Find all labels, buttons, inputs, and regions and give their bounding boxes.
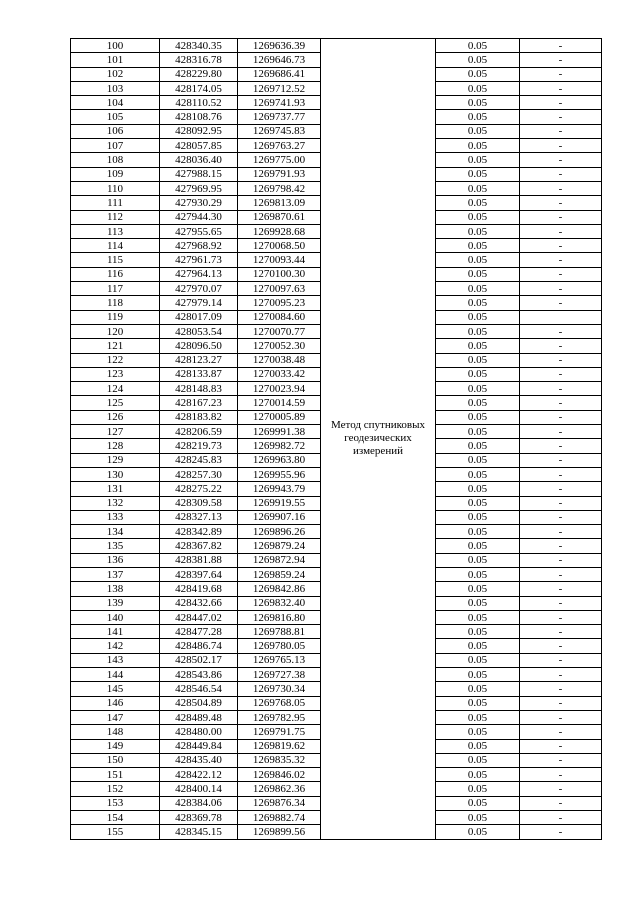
point-number-cell: 111 — [71, 196, 160, 210]
accuracy-cell: 0.05 — [436, 610, 520, 624]
point-number-cell: 116 — [71, 267, 160, 281]
note-cell: - — [520, 796, 602, 810]
point-number-cell: 128 — [71, 439, 160, 453]
y-coordinate-cell: 1269791.75 — [238, 725, 321, 739]
accuracy-cell: 0.05 — [436, 539, 520, 553]
y-coordinate-cell: 1269982.72 — [238, 439, 321, 453]
accuracy-cell: 0.05 — [436, 567, 520, 581]
point-number-cell: 124 — [71, 382, 160, 396]
note-cell: - — [520, 739, 602, 753]
point-number-cell: 146 — [71, 696, 160, 710]
x-coordinate-cell: 427955.65 — [160, 224, 238, 238]
x-coordinate-cell: 428480.00 — [160, 725, 238, 739]
accuracy-cell: 0.05 — [436, 467, 520, 481]
accuracy-cell: 0.05 — [436, 682, 520, 696]
y-coordinate-cell: 1269763.27 — [238, 139, 321, 153]
x-coordinate-cell: 428342.89 — [160, 525, 238, 539]
note-cell: - — [520, 181, 602, 195]
y-coordinate-cell: 1270033.42 — [238, 367, 321, 381]
y-coordinate-cell: 1269737.77 — [238, 110, 321, 124]
x-coordinate-cell: 427964.13 — [160, 267, 238, 281]
y-coordinate-cell: 1269943.79 — [238, 482, 321, 496]
note-cell: - — [520, 367, 602, 381]
accuracy-cell: 0.05 — [436, 496, 520, 510]
accuracy-cell: 0.05 — [436, 81, 520, 95]
accuracy-cell: 0.05 — [436, 53, 520, 67]
y-coordinate-cell: 1269955.96 — [238, 467, 321, 481]
note-cell: - — [520, 110, 602, 124]
x-coordinate-cell: 428384.06 — [160, 796, 238, 810]
accuracy-cell: 0.05 — [436, 267, 520, 281]
x-coordinate-cell: 428183.82 — [160, 410, 238, 424]
y-coordinate-cell: 1269712.52 — [238, 81, 321, 95]
y-coordinate-cell: 1269636.39 — [238, 39, 321, 53]
y-coordinate-cell: 1269745.83 — [238, 124, 321, 138]
x-coordinate-cell: 428257.30 — [160, 467, 238, 481]
point-number-cell: 108 — [71, 153, 160, 167]
x-coordinate-cell: 428381.88 — [160, 553, 238, 567]
accuracy-cell: 0.05 — [436, 296, 520, 310]
y-coordinate-cell: 1269791.93 — [238, 167, 321, 181]
x-coordinate-cell: 428110.52 — [160, 96, 238, 110]
accuracy-cell: 0.05 — [436, 367, 520, 381]
x-coordinate-cell: 428327.13 — [160, 510, 238, 524]
x-coordinate-cell: 428036.40 — [160, 153, 238, 167]
point-number-cell: 120 — [71, 324, 160, 338]
accuracy-cell: 0.05 — [436, 39, 520, 53]
point-number-cell: 140 — [71, 610, 160, 624]
accuracy-cell: 0.05 — [436, 582, 520, 596]
note-cell: - — [520, 324, 602, 338]
accuracy-cell: 0.05 — [436, 625, 520, 639]
note-cell: - — [520, 396, 602, 410]
note-cell: - — [520, 239, 602, 253]
y-coordinate-cell: 1270070.77 — [238, 324, 321, 338]
x-coordinate-cell: 428489.48 — [160, 710, 238, 724]
point-number-cell: 106 — [71, 124, 160, 138]
y-coordinate-cell: 1270097.63 — [238, 282, 321, 296]
point-number-cell: 105 — [71, 110, 160, 124]
accuracy-cell: 0.05 — [436, 796, 520, 810]
accuracy-cell: 0.05 — [436, 768, 520, 782]
x-coordinate-cell: 428340.35 — [160, 39, 238, 53]
note-cell: - — [520, 167, 602, 181]
accuracy-cell: 0.05 — [436, 482, 520, 496]
y-coordinate-cell: 1270052.30 — [238, 339, 321, 353]
accuracy-cell: 0.05 — [436, 67, 520, 81]
y-coordinate-cell: 1269782.95 — [238, 710, 321, 724]
x-coordinate-cell: 427979.14 — [160, 296, 238, 310]
point-number-cell: 113 — [71, 224, 160, 238]
note-cell: - — [520, 425, 602, 439]
x-coordinate-cell: 427968.92 — [160, 239, 238, 253]
accuracy-cell: 0.05 — [436, 453, 520, 467]
note-cell: - — [520, 353, 602, 367]
y-coordinate-cell: 1269859.24 — [238, 567, 321, 581]
accuracy-cell: 0.05 — [436, 439, 520, 453]
x-coordinate-cell: 427944.30 — [160, 210, 238, 224]
accuracy-cell: 0.05 — [436, 725, 520, 739]
x-coordinate-cell: 428309.58 — [160, 496, 238, 510]
x-coordinate-cell: 428432.66 — [160, 596, 238, 610]
point-number-cell: 151 — [71, 768, 160, 782]
point-number-cell: 110 — [71, 181, 160, 195]
accuracy-cell: 0.05 — [436, 753, 520, 767]
point-number-cell: 136 — [71, 553, 160, 567]
x-coordinate-cell: 427988.15 — [160, 167, 238, 181]
coordinates-table-body — [71, 39, 602, 840]
y-coordinate-cell: 1269646.73 — [238, 53, 321, 67]
point-number-cell: 121 — [71, 339, 160, 353]
y-coordinate-cell: 1270084.60 — [238, 310, 321, 324]
point-number-cell: 133 — [71, 510, 160, 524]
accuracy-cell: 0.05 — [436, 811, 520, 825]
point-number-cell: 147 — [71, 710, 160, 724]
y-coordinate-cell: 1270093.44 — [238, 253, 321, 267]
y-coordinate-cell: 1269862.36 — [238, 782, 321, 796]
point-number-cell: 114 — [71, 239, 160, 253]
point-number-cell: 112 — [71, 210, 160, 224]
point-number-cell: 101 — [71, 53, 160, 67]
note-cell: - — [520, 339, 602, 353]
x-coordinate-cell: 428108.76 — [160, 110, 238, 124]
point-number-cell: 118 — [71, 296, 160, 310]
x-coordinate-cell: 428477.28 — [160, 625, 238, 639]
note-cell: - — [520, 725, 602, 739]
accuracy-cell: 0.05 — [436, 825, 520, 839]
x-coordinate-cell: 427970.07 — [160, 282, 238, 296]
y-coordinate-cell: 1269899.56 — [238, 825, 321, 839]
point-number-cell: 117 — [71, 282, 160, 296]
note-cell: - — [520, 553, 602, 567]
y-coordinate-cell: 1269788.81 — [238, 625, 321, 639]
note-cell: - — [520, 482, 602, 496]
y-coordinate-cell: 1269870.61 — [238, 210, 321, 224]
accuracy-cell: 0.05 — [436, 310, 520, 324]
accuracy-cell: 0.05 — [436, 153, 520, 167]
accuracy-cell: 0.05 — [436, 167, 520, 181]
point-number-cell: 103 — [71, 81, 160, 95]
point-number-cell: 155 — [71, 825, 160, 839]
note-cell — [520, 310, 602, 324]
y-coordinate-cell: 1269842.86 — [238, 582, 321, 596]
x-coordinate-cell: 428133.87 — [160, 367, 238, 381]
point-number-cell: 150 — [71, 753, 160, 767]
note-cell: - — [520, 825, 602, 839]
x-coordinate-cell: 428502.17 — [160, 653, 238, 667]
table-row — [71, 39, 602, 53]
coordinates-table — [70, 38, 602, 840]
note-cell: - — [520, 596, 602, 610]
point-number-cell: 131 — [71, 482, 160, 496]
note-cell: - — [520, 625, 602, 639]
accuracy-cell: 0.05 — [436, 253, 520, 267]
x-coordinate-cell: 428449.84 — [160, 739, 238, 753]
point-number-cell: 138 — [71, 582, 160, 596]
point-number-cell: 123 — [71, 367, 160, 381]
x-coordinate-cell: 428148.83 — [160, 382, 238, 396]
accuracy-cell: 0.05 — [436, 181, 520, 195]
x-coordinate-cell: 428229.80 — [160, 67, 238, 81]
accuracy-cell: 0.05 — [436, 110, 520, 124]
accuracy-cell: 0.05 — [436, 239, 520, 253]
y-coordinate-cell: 1269686.41 — [238, 67, 321, 81]
note-cell: - — [520, 382, 602, 396]
y-coordinate-cell: 1269765.13 — [238, 653, 321, 667]
x-coordinate-cell: 428167.23 — [160, 396, 238, 410]
x-coordinate-cell: 428504.89 — [160, 696, 238, 710]
y-coordinate-cell: 1269882.74 — [238, 811, 321, 825]
point-number-cell: 127 — [71, 425, 160, 439]
note-cell: - — [520, 782, 602, 796]
y-coordinate-cell: 1269846.02 — [238, 768, 321, 782]
point-number-cell: 143 — [71, 653, 160, 667]
x-coordinate-cell: 427969.95 — [160, 181, 238, 195]
note-cell: - — [520, 682, 602, 696]
point-number-cell: 132 — [71, 496, 160, 510]
point-number-cell: 115 — [71, 253, 160, 267]
y-coordinate-cell: 1269768.05 — [238, 696, 321, 710]
note-cell: - — [520, 296, 602, 310]
x-coordinate-cell: 428219.73 — [160, 439, 238, 453]
x-coordinate-cell: 428486.74 — [160, 639, 238, 653]
point-number-cell: 141 — [71, 625, 160, 639]
accuracy-cell: 0.05 — [436, 210, 520, 224]
y-coordinate-cell: 1269835.32 — [238, 753, 321, 767]
note-cell: - — [520, 124, 602, 138]
point-number-cell: 122 — [71, 353, 160, 367]
y-coordinate-cell: 1269819.62 — [238, 739, 321, 753]
y-coordinate-cell: 1269928.68 — [238, 224, 321, 238]
y-coordinate-cell: 1269727.38 — [238, 668, 321, 682]
point-number-cell: 148 — [71, 725, 160, 739]
note-cell: - — [520, 539, 602, 553]
accuracy-cell: 0.05 — [436, 382, 520, 396]
y-coordinate-cell: 1269775.00 — [238, 153, 321, 167]
note-cell: - — [520, 496, 602, 510]
x-coordinate-cell: 428174.05 — [160, 81, 238, 95]
y-coordinate-cell: 1269816.80 — [238, 610, 321, 624]
accuracy-cell: 0.05 — [436, 96, 520, 110]
y-coordinate-cell: 1269741.93 — [238, 96, 321, 110]
accuracy-cell: 0.05 — [436, 324, 520, 338]
y-coordinate-cell: 1269876.34 — [238, 796, 321, 810]
x-coordinate-cell: 427961.73 — [160, 253, 238, 267]
y-coordinate-cell: 1270068.50 — [238, 239, 321, 253]
x-coordinate-cell: 428057.85 — [160, 139, 238, 153]
note-cell: - — [520, 224, 602, 238]
point-number-cell: 139 — [71, 596, 160, 610]
note-cell: - — [520, 610, 602, 624]
x-coordinate-cell: 427930.29 — [160, 196, 238, 210]
note-cell: - — [520, 811, 602, 825]
accuracy-cell: 0.05 — [436, 139, 520, 153]
note-cell: - — [520, 267, 602, 281]
accuracy-cell: 0.05 — [436, 596, 520, 610]
x-coordinate-cell: 428397.64 — [160, 567, 238, 581]
point-number-cell: 130 — [71, 467, 160, 481]
point-number-cell: 104 — [71, 96, 160, 110]
note-cell: - — [520, 768, 602, 782]
x-coordinate-cell: 428316.78 — [160, 53, 238, 67]
y-coordinate-cell: 1269919.55 — [238, 496, 321, 510]
x-coordinate-cell: 428345.15 — [160, 825, 238, 839]
note-cell: - — [520, 668, 602, 682]
note-cell: - — [520, 753, 602, 767]
y-coordinate-cell: 1269813.09 — [238, 196, 321, 210]
point-number-cell: 109 — [71, 167, 160, 181]
point-number-cell: 100 — [71, 39, 160, 53]
y-coordinate-cell: 1270095.23 — [238, 296, 321, 310]
method-cell: Метод спутниковых геодезических измерений — [321, 39, 436, 840]
note-cell: - — [520, 153, 602, 167]
y-coordinate-cell: 1269832.40 — [238, 596, 321, 610]
x-coordinate-cell: 428546.54 — [160, 682, 238, 696]
point-number-cell: 144 — [71, 668, 160, 682]
x-coordinate-cell: 428206.59 — [160, 425, 238, 439]
note-cell: - — [520, 282, 602, 296]
point-number-cell: 153 — [71, 796, 160, 810]
x-coordinate-cell: 428422.12 — [160, 768, 238, 782]
accuracy-cell: 0.05 — [436, 553, 520, 567]
point-number-cell: 125 — [71, 396, 160, 410]
x-coordinate-cell: 428367.82 — [160, 539, 238, 553]
accuracy-cell: 0.05 — [436, 224, 520, 238]
y-coordinate-cell: 1269780.05 — [238, 639, 321, 653]
accuracy-cell: 0.05 — [436, 124, 520, 138]
y-coordinate-cell: 1269896.26 — [238, 525, 321, 539]
note-cell: - — [520, 81, 602, 95]
y-coordinate-cell: 1270005.89 — [238, 410, 321, 424]
point-number-cell: 137 — [71, 567, 160, 581]
note-cell: - — [520, 410, 602, 424]
x-coordinate-cell: 428543.86 — [160, 668, 238, 682]
y-coordinate-cell: 1269798.42 — [238, 181, 321, 195]
note-cell: - — [520, 96, 602, 110]
note-cell: - — [520, 567, 602, 581]
point-number-cell: 134 — [71, 525, 160, 539]
point-number-cell: 142 — [71, 639, 160, 653]
accuracy-cell: 0.05 — [436, 696, 520, 710]
x-coordinate-cell: 428275.22 — [160, 482, 238, 496]
x-coordinate-cell: 428123.27 — [160, 353, 238, 367]
point-number-cell: 154 — [71, 811, 160, 825]
x-coordinate-cell: 428400.14 — [160, 782, 238, 796]
accuracy-cell: 0.05 — [436, 668, 520, 682]
accuracy-cell: 0.05 — [436, 353, 520, 367]
accuracy-cell: 0.05 — [436, 510, 520, 524]
y-coordinate-cell: 1269879.24 — [238, 539, 321, 553]
note-cell: - — [520, 253, 602, 267]
accuracy-cell: 0.05 — [436, 425, 520, 439]
y-coordinate-cell: 1270038.48 — [238, 353, 321, 367]
point-number-cell: 119 — [71, 310, 160, 324]
accuracy-cell: 0.05 — [436, 739, 520, 753]
note-cell: - — [520, 582, 602, 596]
note-cell: - — [520, 653, 602, 667]
note-cell: - — [520, 639, 602, 653]
y-coordinate-cell: 1269907.16 — [238, 510, 321, 524]
accuracy-cell: 0.05 — [436, 282, 520, 296]
note-cell: - — [520, 439, 602, 453]
note-cell: - — [520, 53, 602, 67]
accuracy-cell: 0.05 — [436, 339, 520, 353]
x-coordinate-cell: 428096.50 — [160, 339, 238, 353]
y-coordinate-cell: 1269730.34 — [238, 682, 321, 696]
note-cell: - — [520, 510, 602, 524]
x-coordinate-cell: 428447.02 — [160, 610, 238, 624]
x-coordinate-cell: 428435.40 — [160, 753, 238, 767]
point-number-cell: 107 — [71, 139, 160, 153]
note-cell: - — [520, 453, 602, 467]
x-coordinate-cell: 428092.95 — [160, 124, 238, 138]
note-cell: - — [520, 467, 602, 481]
y-coordinate-cell: 1270100.30 — [238, 267, 321, 281]
note-cell: - — [520, 696, 602, 710]
note-cell: - — [520, 67, 602, 81]
note-cell: - — [520, 525, 602, 539]
note-cell: - — [520, 210, 602, 224]
accuracy-cell: 0.05 — [436, 396, 520, 410]
x-coordinate-cell: 428419.68 — [160, 582, 238, 596]
y-coordinate-cell: 1269991.38 — [238, 425, 321, 439]
accuracy-cell: 0.05 — [436, 710, 520, 724]
point-number-cell: 145 — [71, 682, 160, 696]
point-number-cell: 129 — [71, 453, 160, 467]
point-number-cell: 135 — [71, 539, 160, 553]
accuracy-cell: 0.05 — [436, 639, 520, 653]
point-number-cell: 152 — [71, 782, 160, 796]
x-coordinate-cell: 428053.54 — [160, 324, 238, 338]
x-coordinate-cell: 428017.09 — [160, 310, 238, 324]
accuracy-cell: 0.05 — [436, 653, 520, 667]
note-cell: - — [520, 710, 602, 724]
y-coordinate-cell: 1269963.80 — [238, 453, 321, 467]
accuracy-cell: 0.05 — [436, 525, 520, 539]
note-cell: - — [520, 39, 602, 53]
accuracy-cell: 0.05 — [436, 782, 520, 796]
point-number-cell: 102 — [71, 67, 160, 81]
note-cell: - — [520, 139, 602, 153]
point-number-cell: 149 — [71, 739, 160, 753]
accuracy-cell: 0.05 — [436, 410, 520, 424]
accuracy-cell: 0.05 — [436, 196, 520, 210]
note-cell: - — [520, 196, 602, 210]
y-coordinate-cell: 1269872.94 — [238, 553, 321, 567]
y-coordinate-cell: 1270014.59 — [238, 396, 321, 410]
x-coordinate-cell: 428245.83 — [160, 453, 238, 467]
point-number-cell: 126 — [71, 410, 160, 424]
y-coordinate-cell: 1270023.94 — [238, 382, 321, 396]
x-coordinate-cell: 428369.78 — [160, 811, 238, 825]
